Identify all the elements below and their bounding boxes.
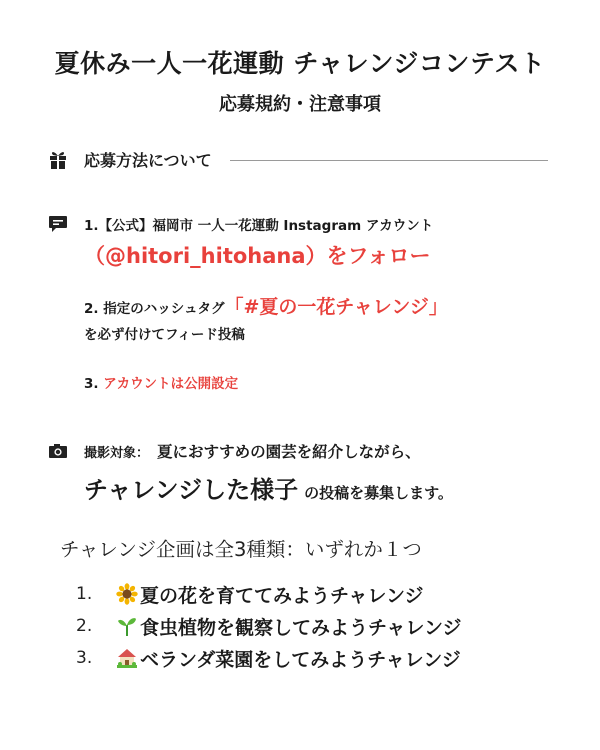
subject-label: 撮影対象：	[84, 445, 150, 461]
subject-description: 夏におすすめの園芸を紹介しながら、	[157, 443, 421, 461]
camera-icon	[48, 443, 68, 459]
step-1-text: 1.【公式】福岡市 一人一花運動 Instagram アカウント	[84, 218, 434, 234]
challenge-intro: チャレンジ企画は全3種類：いずれか１つ	[60, 538, 422, 561]
challenge-list	[76, 578, 461, 674]
list-item-text: 夏の花を育ててみようチャレンジ	[140, 584, 424, 607]
subject-emphasis: チャレンジした様子	[84, 476, 299, 504]
sunflower-icon	[116, 583, 138, 605]
list-item-text: 食虫植物を観察してみようチャレンジ	[140, 616, 462, 639]
step-2-prefix: 2. 指定のハッシュタグ	[84, 301, 225, 317]
divider	[230, 160, 548, 161]
section-heading-label: 応募方法について	[84, 150, 212, 170]
step-2-suffix: を必ず付けてフィード投稿	[84, 327, 245, 343]
list-item-number: 3.	[76, 648, 93, 668]
step-2	[84, 292, 564, 343]
page-title: 夏休み一人一花運動 チャレンジコンテスト	[54, 49, 546, 78]
list-item	[76, 610, 461, 642]
step-3-number: 3.	[84, 376, 99, 392]
gift-icon	[48, 149, 68, 169]
step-3-text: アカウントは公開設定	[103, 376, 239, 392]
seedling-icon	[116, 615, 138, 637]
section-heading-how-to-apply	[48, 146, 548, 172]
step-1	[48, 214, 568, 270]
list-item	[76, 578, 461, 610]
step-1-highlight: （@hitori_hitohana）をフォロー	[84, 244, 431, 268]
list-item-text: ベランダ菜園をしてみようチャレンジ	[140, 648, 461, 671]
hashtag: 「#夏の一花チャレンジ」	[224, 296, 448, 318]
list-item	[76, 642, 461, 674]
list-item-number: 2.	[76, 616, 93, 636]
page-subtitle: 応募規約・注意事項	[219, 94, 381, 115]
shooting-subject	[48, 440, 568, 505]
chat-bubble-icon	[48, 215, 68, 233]
list-item-number: 1.	[76, 584, 93, 604]
house-garden-icon	[116, 647, 138, 669]
subject-description-end: の投稿を募集します。	[304, 484, 453, 502]
step-3	[84, 372, 238, 392]
